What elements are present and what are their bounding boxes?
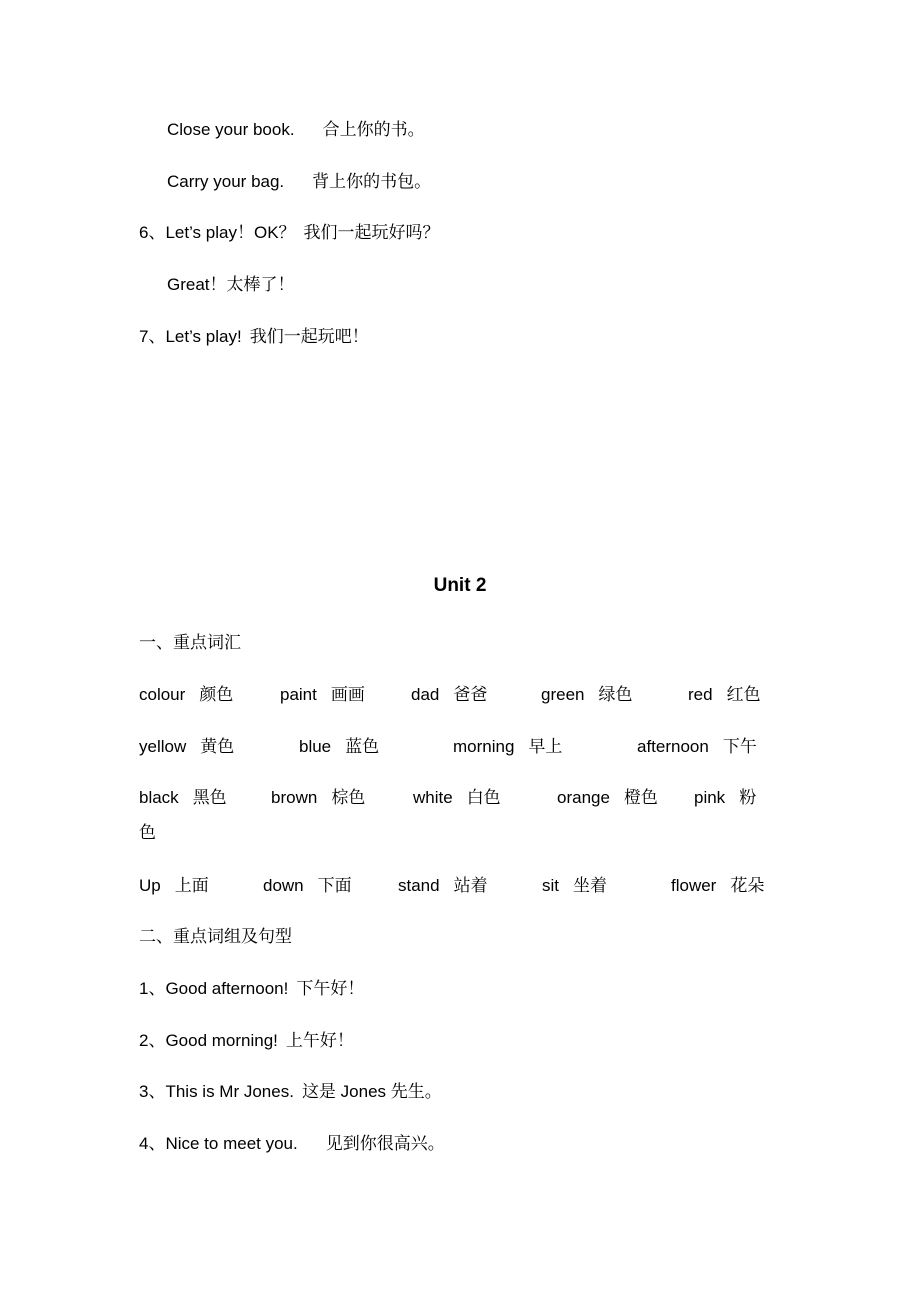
- vocab-english: paint: [280, 685, 317, 704]
- vocab-row: [139, 875, 799, 897]
- vocab-english: blue: [299, 737, 332, 756]
- vocab-chinese: 下午: [722, 737, 757, 756]
- phrase-english: 3、This is Mr Jones.: [139, 1082, 294, 1101]
- vocab-chinese: 颜色: [199, 685, 234, 704]
- vocab-chinese: 站着: [453, 876, 488, 895]
- vocab-item: [557, 787, 658, 809]
- vocab-item: [139, 736, 234, 758]
- vocab-item: [542, 875, 607, 897]
- vocab-row: [139, 787, 799, 809]
- vocab-item: [139, 684, 233, 706]
- phrase-chinese: 这是 Jones 先生。: [301, 1082, 442, 1101]
- vocab-item: [413, 787, 501, 809]
- vocab-chinese: 黄色: [200, 737, 235, 756]
- vocab-chinese: 爸爸: [453, 685, 488, 704]
- sentence-line: [167, 171, 431, 193]
- vocab-item: [541, 684, 632, 706]
- sentence-chinese: 我们一起玩好吗？: [303, 223, 440, 242]
- vocab-english: dad: [411, 685, 440, 704]
- phrase-english: 4、Nice to meet you.: [139, 1134, 298, 1153]
- vocab-english: down: [263, 876, 304, 895]
- vocab-chinese: 早上: [528, 737, 563, 756]
- vocab-row: [139, 736, 799, 758]
- sentence-chinese: 合上你的书。: [322, 120, 425, 139]
- vocab-item: [280, 684, 365, 706]
- unit-title: Unit 2: [433, 575, 487, 596]
- sentence-line: [139, 222, 440, 244]
- phrase-chinese: 见到你很高兴。: [325, 1134, 445, 1153]
- vocab-item: [263, 875, 352, 897]
- sentence-english: Carry your bag.: [167, 172, 285, 191]
- vocab-english: colour: [139, 685, 186, 704]
- sentence-chinese: 太棒了！: [226, 275, 295, 294]
- vocab-row: [139, 684, 799, 706]
- sentence-line: [167, 119, 425, 141]
- vocab-english: flower: [671, 876, 717, 895]
- vocab-chinese: 粉: [739, 788, 757, 807]
- vocab-wrap-text: 色: [139, 823, 156, 842]
- phrase-line: [139, 1133, 445, 1155]
- vocab-item: [637, 736, 757, 758]
- sentence-english: 7、Let’s play!: [139, 327, 242, 346]
- phrase-chinese: 上午好！: [285, 1031, 354, 1050]
- vocab-chinese: 红色: [726, 685, 761, 704]
- phrase-english: 2、Good morning!: [139, 1031, 278, 1050]
- vocab-chinese: 棕色: [331, 788, 366, 807]
- vocab-chinese: 画画: [330, 685, 365, 704]
- vocab-english: black: [139, 788, 179, 807]
- vocab-item: [139, 875, 209, 897]
- vocab-chinese: 坐着: [573, 876, 607, 895]
- vocab-item: [398, 875, 488, 897]
- vocab-english: red: [688, 685, 713, 704]
- vocab-chinese: 蓝色: [345, 737, 380, 756]
- sentence-english: Close your book.: [167, 120, 295, 139]
- vocab-chinese: 绿色: [598, 685, 633, 704]
- vocab-heading: 一、重点词汇: [139, 633, 241, 652]
- vocab-item: [271, 787, 365, 809]
- sentence-chinese: 我们一起玩吧！: [249, 327, 369, 346]
- vocab-chinese: 下面: [317, 876, 352, 895]
- vocab-item: [694, 787, 756, 809]
- phrase-line: [139, 978, 364, 1000]
- vocab-english: yellow: [139, 737, 187, 756]
- vocab-chinese: 黑色: [192, 788, 227, 807]
- vocab-chinese: 上面: [174, 876, 209, 895]
- vocab-item: [671, 875, 764, 897]
- phrase-line: [139, 1030, 354, 1052]
- vocab-english: brown: [271, 788, 318, 807]
- vocab-item: [453, 736, 562, 758]
- sentence-english: Great！: [167, 275, 227, 294]
- vocab-english: green: [541, 685, 585, 704]
- vocab-item: [299, 736, 379, 758]
- vocab-chinese: 白色: [466, 788, 501, 807]
- phrase-english: 1、Good afternoon!: [139, 979, 289, 998]
- vocab-english: orange: [557, 788, 610, 807]
- vocab-english: sit: [542, 876, 559, 895]
- vocab-english: Up: [139, 876, 161, 895]
- phrase-chinese: 下午好！: [296, 979, 365, 998]
- vocab-chinese: 花朵: [730, 876, 765, 895]
- sentence-line: [139, 326, 369, 348]
- vocab-item: [688, 684, 761, 706]
- phrases-heading: 二、重点词组及句型: [139, 927, 292, 946]
- sentence-line: [167, 274, 295, 296]
- vocab-english: pink: [694, 788, 726, 807]
- sentence-english: 6、Let’s play！OK？: [139, 223, 296, 242]
- vocab-english: afternoon: [637, 737, 709, 756]
- vocab-item: [139, 787, 227, 809]
- vocab-chinese: 橙色: [623, 788, 658, 807]
- phrase-line: [139, 1081, 442, 1103]
- sentence-chinese: 背上你的书包。: [312, 172, 432, 191]
- vocab-item: [411, 684, 487, 706]
- vocab-english: stand: [398, 876, 440, 895]
- vocab-english: morning: [453, 737, 515, 756]
- vocab-english: white: [413, 788, 453, 807]
